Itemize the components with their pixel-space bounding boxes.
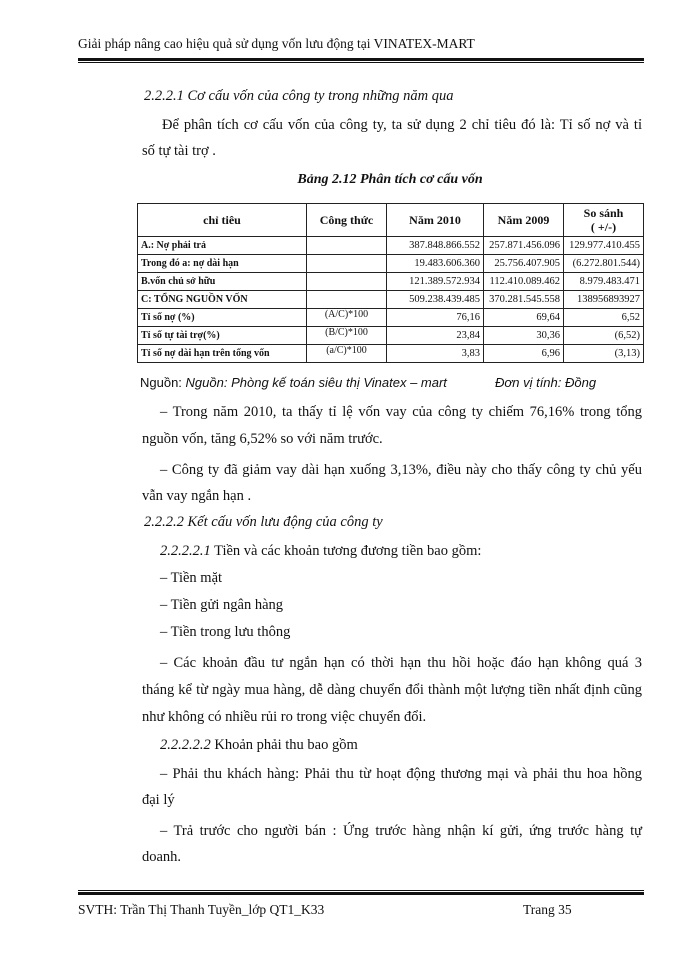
row-label: A.: Nợ phải trả — [138, 237, 307, 255]
row-2010: 387.848.866.552 — [387, 237, 484, 255]
row-2009: 25.756.407.905 — [484, 255, 564, 273]
source-text: Nguồn: Phòng kế toán siêu thị Vinatex – mart — [185, 375, 447, 390]
para4-line-2: đại lý — [142, 792, 175, 808]
para3-line-1: – Các khoản đầu tư ngắn hạn có thời hạn thu hồi hoặc đáo hạn không quá 3 — [160, 655, 642, 671]
intro-line-1: Để phân tích cơ cấu vốn của công ty, ta sử dụng 2 chỉ tiêu đó là: Tỉ số nợ và tỉ — [162, 117, 642, 133]
footer-rule — [78, 890, 644, 895]
row-formula — [307, 237, 387, 255]
header-so-sanh-label: So sánh — [583, 206, 624, 220]
table-row — [138, 255, 644, 273]
row-2010: 509.238.439.485 — [387, 291, 484, 309]
row-diff: (6.272.801.544) — [564, 255, 644, 273]
header-cong-thuc: Công thức — [307, 204, 387, 237]
para1-line-2: nguồn vốn, tăng 6,52% so với năm trước. — [142, 431, 383, 447]
table-row — [138, 327, 644, 345]
section-heading-2221: 2.2.2.1 Cơ cấu vốn của công ty trong những năm qua — [144, 88, 454, 104]
subsection-2222-text: Khoản phải thu bao gồm — [210, 737, 358, 753]
subsection-2221 — [160, 543, 481, 560]
row-formula: (a/C)*100 — [307, 345, 387, 363]
bullet-item: – Tiền mặt — [160, 570, 223, 586]
table-header-row — [138, 204, 644, 237]
row-formula — [307, 255, 387, 273]
row-2010: 3,83 — [387, 345, 484, 363]
footer-author: SVTH: Trần Thị Thanh Tuyền_lớp QT1_K33 — [78, 902, 325, 917]
table-row — [138, 273, 644, 291]
para5-line-1: – Trả trước cho người bán : Ứng trước hàng nhận kí gửi, ứng trước hàng tự — [160, 823, 642, 839]
page-footer — [78, 902, 644, 918]
section-heading-2222: 2.2.2.2 Kết cấu vốn lưu động của công ty — [144, 514, 383, 530]
header-nam-2010: Năm 2010 — [387, 204, 484, 237]
header-so-sanh — [564, 204, 644, 237]
header-so-sanh-sub: ( +/-) — [590, 220, 617, 234]
subsection-2221-text: Tiền và các khoản tương đương tiền bao gồm: — [210, 543, 482, 559]
row-diff: 129.977.410.455 — [564, 237, 644, 255]
row-2009: 257.871.456.096 — [484, 237, 564, 255]
row-diff: 138956893927 — [564, 291, 644, 309]
row-2009: 370.281.545.558 — [484, 291, 564, 309]
row-label: Tỉ số nợ (%) — [138, 309, 307, 327]
table-source — [140, 375, 597, 390]
row-2009: 69,64 — [484, 309, 564, 327]
row-label: Tỉ số nợ dài hạn trên tổng vốn — [138, 345, 307, 363]
bullet-item: – Tiền gửi ngân hàng — [160, 597, 284, 613]
para1-line-1: – Trong năm 2010, ta thấy tỉ lệ vốn vay của công ty chiếm 76,16% trong tổng — [160, 404, 642, 420]
row-diff: 8.979.483.471 — [564, 273, 644, 291]
row-formula — [307, 273, 387, 291]
row-2010: 76,16 — [387, 309, 484, 327]
table-row — [138, 309, 644, 327]
table-row — [138, 291, 644, 309]
para2-line-2: vẫn vay ngắn hạn . — [142, 488, 252, 504]
row-2010: 121.389.572.934 — [387, 273, 484, 291]
subsection-2221-num: 2.2.2.2.1 — [160, 543, 211, 559]
row-2009: 112.410.089.462 — [484, 273, 564, 291]
row-formula: (B/C)*100 — [307, 327, 387, 345]
row-label: Tỉ số tự tài trợ(%) — [138, 327, 307, 345]
table-caption: Bảng 2.12 Phân tích cơ cấu vốn — [297, 172, 483, 187]
page-number: Trang 35 — [523, 902, 572, 917]
page-header: Giải pháp nâng cao hiệu quả sử dụng vốn lưu động tại VINATEX-MART — [78, 36, 475, 51]
para3-line-2: tháng kể từ ngày mua hàng, dễ dàng chuyển đổi thành một lượng tiền nhất định cũng — [142, 682, 642, 698]
para4-line-1: – Phải thu khách hàng: Phải thu từ hoạt động thương mại và phải thu hoa hồng — [160, 766, 642, 782]
row-diff: (6,52) — [564, 327, 644, 345]
para3-line-3: như không có nhiều rủi ro trong việc chuyển đổi. — [142, 709, 427, 725]
header-nam-2009: Năm 2009 — [484, 204, 564, 237]
subsection-2222-num: 2.2.2.2.2 — [160, 737, 211, 753]
intro-line-2: số tự tài trợ . — [142, 143, 216, 159]
header-chi-tieu: chỉ tiêu — [138, 204, 307, 237]
row-formula: (A/C)*100 — [307, 309, 387, 327]
table-row — [138, 345, 644, 363]
row-2009: 6,96 — [484, 345, 564, 363]
source-prefix: Nguồn: — [140, 375, 182, 390]
row-formula — [307, 291, 387, 309]
unit-text: Đơn vị tính: Đồng — [495, 375, 597, 390]
para2-line-1: – Công ty đã giảm vay dài hạn xuống 3,13%, điều này cho thấy công ty chủ yếu — [160, 462, 642, 478]
row-label: C: TỔNG NGUỒN VỐN — [138, 291, 307, 309]
row-diff: (3,13) — [564, 345, 644, 363]
bullet-item: – Tiền trong lưu thông — [160, 624, 291, 640]
para5-line-2: doanh. — [142, 849, 182, 865]
row-diff: 6,52 — [564, 309, 644, 327]
subsection-2222 — [160, 737, 358, 754]
capital-structure-table — [137, 203, 644, 363]
row-2010: 23,84 — [387, 327, 484, 345]
row-label: B.vốn chủ sở hữu — [138, 273, 307, 291]
row-2010: 19.483.606.360 — [387, 255, 484, 273]
row-label: Trong đó a: nợ dài hạn — [138, 255, 307, 273]
row-2009: 30,36 — [484, 327, 564, 345]
header-rule — [78, 58, 644, 63]
table-row — [138, 237, 644, 255]
